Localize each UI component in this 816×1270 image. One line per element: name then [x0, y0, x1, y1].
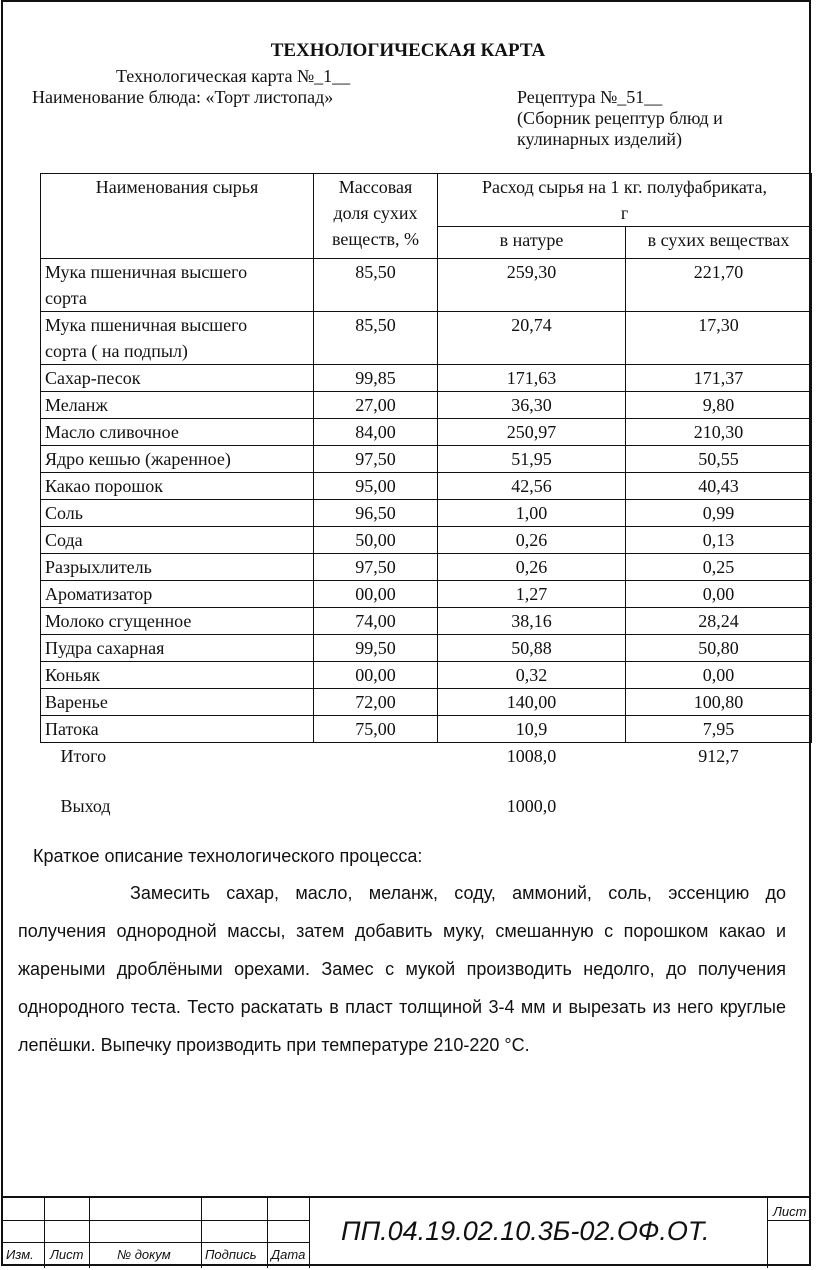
ingredient-name: Мука пшеничная высшего сорта [41, 259, 314, 312]
ingredient-mass: 95,00 [314, 473, 438, 500]
ingredient-natural: 1,27 [438, 581, 626, 608]
ingredient-name: Сода [41, 527, 314, 554]
ingredients-table [40, 173, 812, 819]
ingredient-name: Молоко сгущенное [41, 608, 314, 635]
ingredient-name: Мука пшеничная высшего сорта ( на подпыл) [41, 312, 314, 365]
ingredient-name: Меланж [41, 392, 314, 419]
ingredient-mass: 96,50 [314, 500, 438, 527]
ingredient-dry: 7,95 [626, 716, 812, 743]
table-row [41, 554, 812, 581]
table-row [41, 446, 812, 473]
table-row [41, 473, 812, 500]
ingredient-name: Ароматизатор [41, 581, 314, 608]
header-natural: в натуре [438, 227, 626, 259]
stamp-date: Дата [271, 1247, 306, 1262]
recipe-source-line2: кулинарных изделий) [517, 129, 682, 149]
ingredient-natural: 171,63 [438, 365, 626, 392]
title-block [1, 1196, 811, 1268]
header-name: Наименования сырья [41, 174, 314, 259]
ingredient-natural: 0,32 [438, 662, 626, 689]
dish-name: Наименование блюда: «Торт листопад» [32, 87, 334, 107]
ingredient-dry: 0,99 [626, 500, 812, 527]
ingredient-mass: 84,00 [314, 419, 438, 446]
ingredient-mass: 72,00 [314, 689, 438, 716]
header-dry: в сухих веществах [626, 227, 812, 259]
ingredient-mass: 97,50 [314, 446, 438, 473]
ingredient-natural: 50,88 [438, 635, 626, 662]
recipe-number: Рецептура №_51__ [517, 87, 663, 107]
stamp-sheet-label: Лист [773, 1204, 807, 1219]
ingredient-natural: 51,95 [438, 446, 626, 473]
total-row: Итого 1008,0 912,7 [60, 746, 739, 766]
ingredient-natural: 10,9 [438, 716, 626, 743]
ingredient-mass: 50,00 [314, 527, 438, 554]
document-code: ПП.04.19.02.10.3Б-02.ОФ.ОТ. [341, 1216, 710, 1246]
ingredient-dry: 9,80 [626, 392, 812, 419]
ingredient-mass: 00,00 [314, 581, 438, 608]
stamp-list: Лист [50, 1247, 84, 1262]
ingredient-dry: 0,00 [626, 581, 812, 608]
ingredient-name: Сахар-песок [41, 365, 314, 392]
recipe-source-line1: (Сборник рецептур блюд и [517, 108, 723, 128]
table-row [41, 608, 812, 635]
ingredient-mass: 00,00 [314, 662, 438, 689]
ingredient-natural: 140,00 [438, 689, 626, 716]
yield-row: Выход 1000,0 [60, 796, 557, 816]
ingredient-natural: 36,30 [438, 392, 626, 419]
table-row [41, 716, 812, 743]
ingredient-name: Какао порошок [41, 473, 314, 500]
ingredient-natural: 259,30 [438, 259, 626, 312]
ingredient-natural: 1,00 [438, 500, 626, 527]
table-row [41, 259, 812, 312]
ingredient-natural: 250,97 [438, 419, 626, 446]
ingredient-mass: 97,50 [314, 554, 438, 581]
table-row [41, 662, 812, 689]
ingredient-mass: 85,50 [314, 259, 438, 312]
table-row [41, 392, 812, 419]
ingredient-dry: 50,80 [626, 635, 812, 662]
ingredient-name: Варенье [41, 689, 314, 716]
ingredient-dry: 50,55 [626, 446, 812, 473]
ingredient-natural: 0,26 [438, 554, 626, 581]
page-title: ТЕХНОЛОГИЧЕСКАЯ КАРТА [270, 40, 546, 61]
ingredient-name: Соль [41, 500, 314, 527]
card-number: Технологическая карта №_1__ [116, 66, 351, 86]
ingredient-name: Патока [41, 716, 314, 743]
ingredient-name: Пудра сахарная [41, 635, 314, 662]
header-consumption: Расход сырья на 1 кг. полуфабриката, г [438, 174, 812, 227]
ingredient-natural: 38,16 [438, 608, 626, 635]
ingredient-name: Разрыхлитель [41, 554, 314, 581]
description-heading: Краткое описание технологического процесса: [33, 846, 423, 866]
ingredient-dry: 0,00 [626, 662, 812, 689]
ingredient-dry: 100,80 [626, 689, 812, 716]
ingredient-name: Коньяк [41, 662, 314, 689]
ingredient-dry: 40,43 [626, 473, 812, 500]
ingredient-mass: 85,50 [314, 312, 438, 365]
ingredient-dry: 210,30 [626, 419, 812, 446]
table-row [41, 419, 812, 446]
ingredient-natural: 20,74 [438, 312, 626, 365]
table-row [41, 500, 812, 527]
table-row [41, 312, 812, 365]
ingredient-mass: 27,00 [314, 392, 438, 419]
stamp-izm: Изм. [6, 1247, 34, 1262]
ingredient-dry: 17,30 [626, 312, 812, 365]
header-mass: Массовая доля сухих веществ, % [314, 174, 438, 259]
stamp-doc-no: № докум [117, 1247, 171, 1262]
ingredient-mass: 75,00 [314, 716, 438, 743]
table-row [41, 527, 812, 554]
table-row [41, 581, 812, 608]
ingredient-natural: 0,26 [438, 527, 626, 554]
ingredient-name: Масло сливочное [41, 419, 314, 446]
ingredient-dry: 28,24 [626, 608, 812, 635]
table-row [41, 365, 812, 392]
table-row [41, 689, 812, 716]
ingredient-dry: 171,37 [626, 365, 812, 392]
ingredient-mass: 99,50 [314, 635, 438, 662]
ingredient-mass: 99,85 [314, 365, 438, 392]
ingredient-mass: 74,00 [314, 608, 438, 635]
ingredient-dry: 221,70 [626, 259, 812, 312]
ingredient-dry: 0,25 [626, 554, 812, 581]
ingredient-dry: 0,13 [626, 527, 812, 554]
description-text: Замесить сахар, масло, меланж, соду, аммоний, соль, эссенцию до получения однородной массы, затем добавить муку, смешанную с порошком какао и жареными дроблёными орехами. Замес с мукой производить недолго, до получения однородного теста. Тесто раскатать в пласт толщиной 3-4 мм и вырезать из него круглые лепёшки. Выпечку производить при температуре 210-220 °С. [18, 883, 786, 1055]
table-row [41, 635, 812, 662]
stamp-sign: Подпись [205, 1247, 257, 1262]
ingredient-name: Ядро кешью (жаренное) [41, 446, 314, 473]
ingredient-natural: 42,56 [438, 473, 626, 500]
